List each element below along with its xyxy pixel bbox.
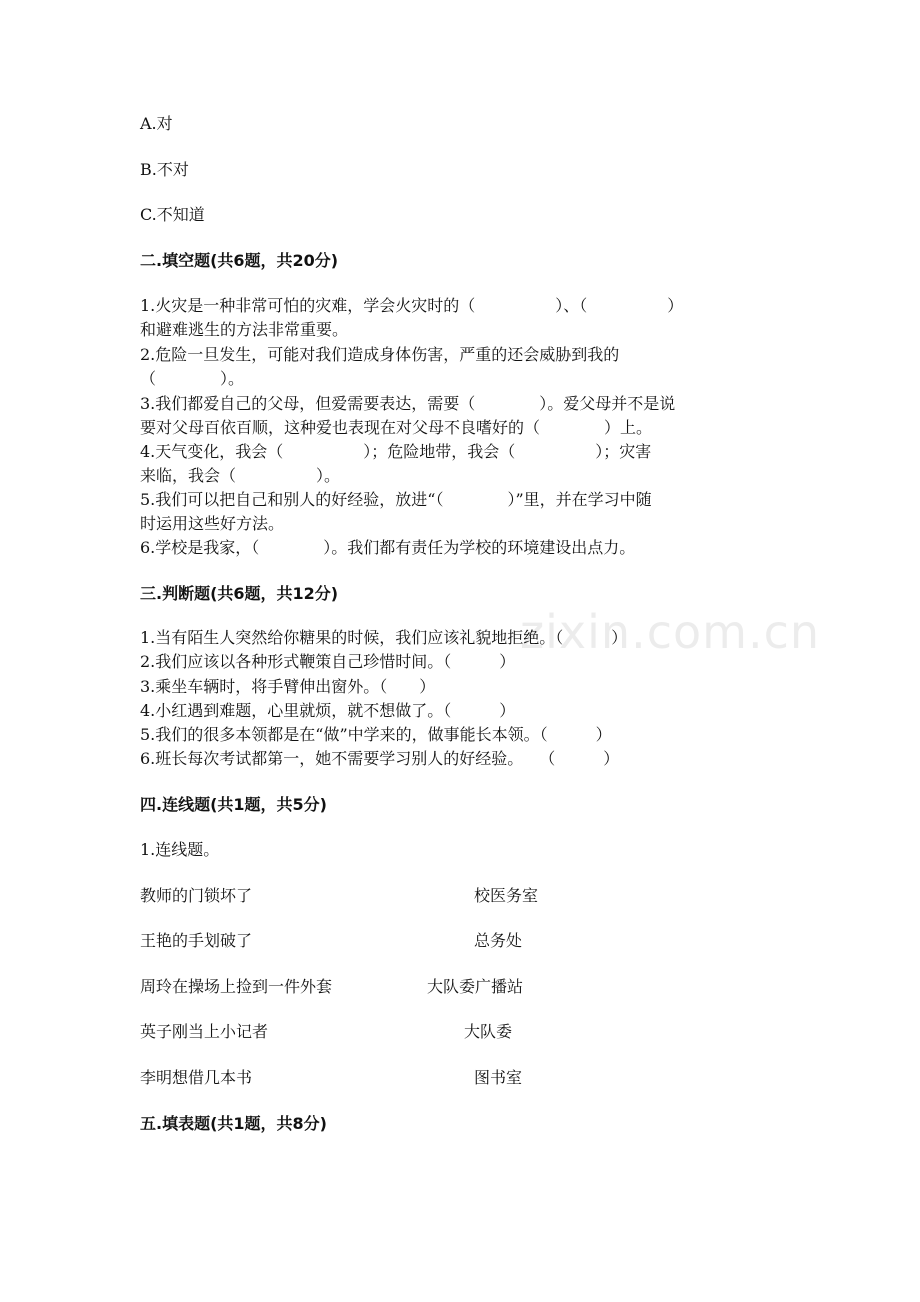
judge-line: 5.我们的很多本领都是在“做”中学来的，做事能长本领。（ ） bbox=[140, 725, 612, 744]
section-3-heading: 三.判断题(共6题，共12分) bbox=[140, 584, 339, 603]
match-left-item: 英子刚当上小记者 bbox=[140, 1022, 269, 1041]
fill-line: 2.危险一旦发生，可能对我们造成身体伤害，严重的还会威胁到我的 bbox=[140, 345, 620, 364]
match-left-item: 李明想借几本书 bbox=[140, 1068, 253, 1087]
match-right-item: 校医务室 bbox=[474, 886, 539, 905]
section-4-heading: 四.连线题(共1题，共5分) bbox=[140, 795, 327, 814]
option-b: B.不对 bbox=[140, 160, 189, 179]
fill-line: 时运用这些好方法。 bbox=[140, 514, 285, 533]
fill-line: 5.我们可以把自己和别人的好经验，放进“（ ）”里，并在学习中随 bbox=[140, 490, 652, 509]
match-right-item: 图书室 bbox=[474, 1068, 523, 1087]
fill-line: （ ）。 bbox=[140, 369, 245, 388]
match-right-item: 大队委 bbox=[464, 1022, 513, 1041]
fill-line: 3.我们都爱自己的父母，但爱需要表达，需要（ ）。爱父母并不是说 bbox=[140, 394, 676, 413]
fill-line: 6.学校是我家，（ ）。我们都有责任为学校的环境建设出点力。 bbox=[140, 538, 636, 557]
match-left-item: 王艳的手划破了 bbox=[140, 931, 253, 950]
judge-line: 2.我们应该以各种形式鞭策自己珍惜时间。（ ） bbox=[140, 652, 516, 671]
option-a: A.对 bbox=[140, 114, 173, 133]
judge-line: 4.小红遇到难题，心里就烦，就不想做了。（ ） bbox=[140, 701, 516, 720]
judge-line: 1.当有陌生人突然给你糖果的时候，我们应该礼貌地拒绝。（ ） bbox=[140, 628, 628, 647]
match-question: 1.连线题。 bbox=[140, 840, 220, 859]
fill-line: 要对父母百依百顺，这种爱也表现在对父母不良嗜好的（ ）上。 bbox=[140, 418, 653, 437]
fill-line: 4.天气变化，我会（ ）；危险地带，我会（ ）；灾害 bbox=[140, 442, 652, 461]
watermark: zixin.com.cn bbox=[520, 605, 821, 659]
fill-line: 和避难逃生的方法非常重要。 bbox=[140, 320, 349, 339]
match-left-item: 周玲在操场上捡到一件外套 bbox=[140, 977, 333, 996]
fill-line: 1.火灾是一种非常可怕的灾难，学会火灾时的（ ）、（ ） bbox=[140, 296, 684, 315]
option-c: C.不知道 bbox=[140, 205, 205, 224]
match-right-item: 总务处 bbox=[474, 931, 523, 950]
judge-line: 6.班长每次考试都第一，她不需要学习别人的好经验。 （ ） bbox=[140, 749, 620, 768]
judge-line: 3.乘坐车辆时，将手臂伸出窗外。（ ） bbox=[140, 677, 436, 696]
match-right-item: 大队委广播站 bbox=[427, 977, 524, 996]
fill-line: 来临，我会（ ）。 bbox=[140, 466, 341, 485]
section-5-heading: 五.填表题(共1题，共8分) bbox=[140, 1114, 327, 1133]
section-2-heading: 二.填空题(共6题，共20分) bbox=[140, 251, 339, 270]
match-left-item: 教师的门锁坏了 bbox=[140, 886, 253, 905]
